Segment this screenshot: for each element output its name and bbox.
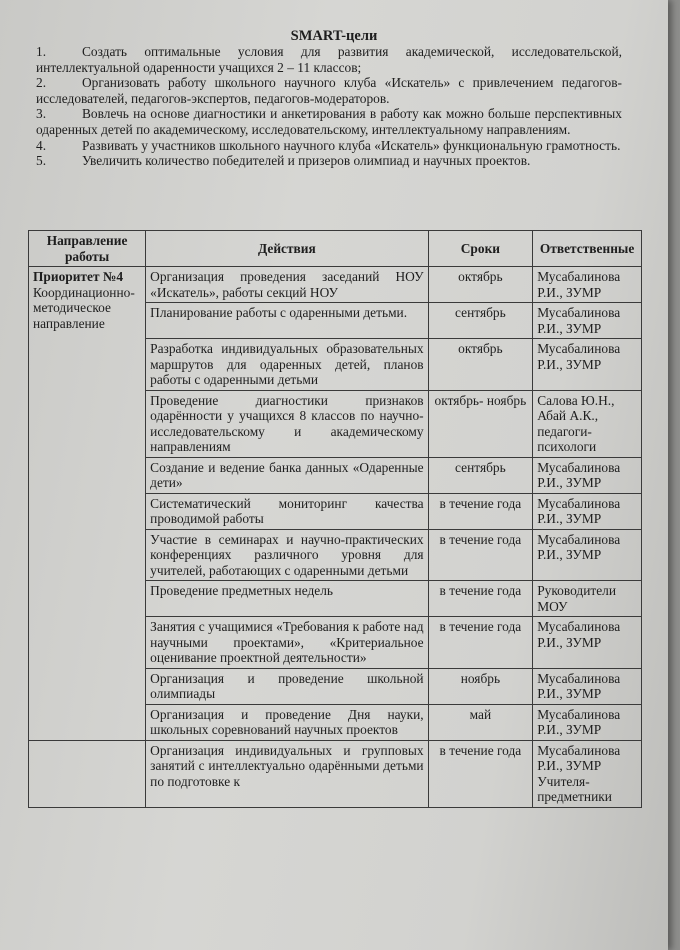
responsible-cell: Мусабалинова Р.И., ЗУМР: [533, 668, 642, 704]
goal-number: 2.: [36, 75, 47, 91]
responsible-cell: Мусабалинова Р.И., ЗУМР Учителя-предметники: [533, 740, 642, 807]
table-row: [29, 740, 642, 807]
goal-number: 3.: [36, 106, 47, 122]
action-cell: Организация проведения заседаний НОУ «Искатель», работы секций НОУ: [146, 267, 428, 303]
header-responsible: Ответственные: [533, 231, 642, 267]
responsible-cell: Мусабалинова Р.И., ЗУМР: [533, 529, 642, 581]
action-cell: Проведение предметных недель: [146, 581, 428, 617]
term-cell: октябрь- ноябрь: [428, 390, 533, 457]
action-cell: Разработка индивидуальных образовательных маршрутов для одаренных детей, планов работы с одаренными детьми: [146, 339, 428, 391]
direction-cell-empty: [29, 740, 146, 807]
goal-item: [36, 153, 622, 169]
responsible-cell: Салова Ю.Н., Абай А.К., педагоги-психологи: [533, 390, 642, 457]
term-cell: в течение года: [428, 581, 533, 617]
goal-text: Организовать работу школьного научного клуба «Искатель» с привлечением педагогов-исследователей, педагогов-экспертов, педагогов-модераторов.: [36, 75, 622, 106]
goal-item: [36, 138, 622, 154]
action-cell: Организация и проведение школьной олимпиады: [146, 668, 428, 704]
action-cell: Занятия с учащимися «Требования к работе над научными проектами», «Критериальное оценивание проектной деятельности»: [146, 617, 428, 669]
table-row: [29, 267, 642, 303]
term-cell: в течение года: [428, 740, 533, 807]
goal-text: Вовлечь на основе диагностики и анкетирования в работу как можно больше перспективных одаренных детей по академическому, исследовательскому, интеллектуальному направлениям.: [36, 106, 622, 137]
action-cell: Систематический мониторинг качества проводимой работы: [146, 493, 428, 529]
goal-item: [36, 44, 622, 75]
goal-text: Увеличить количество победителей и призеров олимпиад и научных проектов.: [82, 153, 531, 169]
responsible-cell: Мусабалинова Р.И., ЗУМР: [533, 303, 642, 339]
direction-description: Координационно-методическое направление: [33, 284, 135, 331]
goal-item: [36, 75, 622, 106]
term-cell: ноябрь: [428, 668, 533, 704]
term-cell: сентябрь: [428, 303, 533, 339]
page-title: SMART-цели: [290, 28, 378, 44]
responsible-cell: Мусабалинова Р.И., ЗУМР: [533, 457, 642, 493]
action-cell: Создание и ведение банка данных «Одаренные дети»: [146, 457, 428, 493]
term-cell: в течение года: [428, 493, 533, 529]
responsible-cell: Мусабалинова Р.И., ЗУМР: [533, 493, 642, 529]
term-cell: май: [428, 704, 533, 740]
responsible-cell: Мусабалинова Р.И., ЗУМР: [533, 339, 642, 391]
responsible-cell: Мусабалинова Р.И., ЗУМР: [533, 267, 642, 303]
term-cell: октябрь: [428, 339, 533, 391]
action-cell: Участие в семинарах и научно-практических конференциях различного уровня для учителей, работающих с одаренными детьми: [146, 529, 428, 581]
responsible-cell: Мусабалинова Р.И., ЗУМР: [533, 704, 642, 740]
table-header-row: [29, 231, 642, 267]
term-cell: в течение года: [428, 529, 533, 581]
goal-number: 1.: [36, 44, 47, 59]
direction-priority: Приоритет №4: [33, 269, 124, 284]
goal-number: 4.: [36, 137, 47, 153]
goals-list: [36, 44, 622, 169]
term-cell: сентябрь: [428, 457, 533, 493]
action-cell: Проведение диагностики признаков одарённости у учащихся 8 классов по научно-исследовательскому и академическому направлениям: [146, 390, 428, 457]
action-cell: Организация и проведение Дня науки, школьных соревнований научных проектов: [146, 704, 428, 740]
action-cell: Планирование работы с одаренными детьми.: [146, 303, 428, 339]
term-cell: октябрь: [428, 267, 533, 303]
header-actions: Действия: [146, 231, 428, 267]
goal-text: Развивать у участников школьного научного клуба «Искатель» функциональную грамотность.: [82, 137, 621, 153]
goal-text: Создать оптимальные условия для развития академической, исследовательской, интеллектуальной одаренности учащихся 2 – 11 классов;: [36, 44, 622, 75]
goal-number: 5.: [36, 153, 47, 169]
goal-item: [36, 106, 622, 137]
responsible-cell: Мусабалинова Р.И., ЗУМР: [533, 617, 642, 669]
action-cell: Организация индивидуальных и групповых занятий с интеллектуально одарёнными детьми по подготовке к: [146, 740, 428, 807]
header-terms: Сроки: [428, 231, 533, 267]
direction-cell: [29, 267, 146, 741]
plan-table: [28, 230, 642, 808]
responsible-cell: Руководители МОУ: [533, 581, 642, 617]
term-cell: в течение года: [428, 617, 533, 669]
header-direction: Направление работы: [29, 231, 146, 267]
